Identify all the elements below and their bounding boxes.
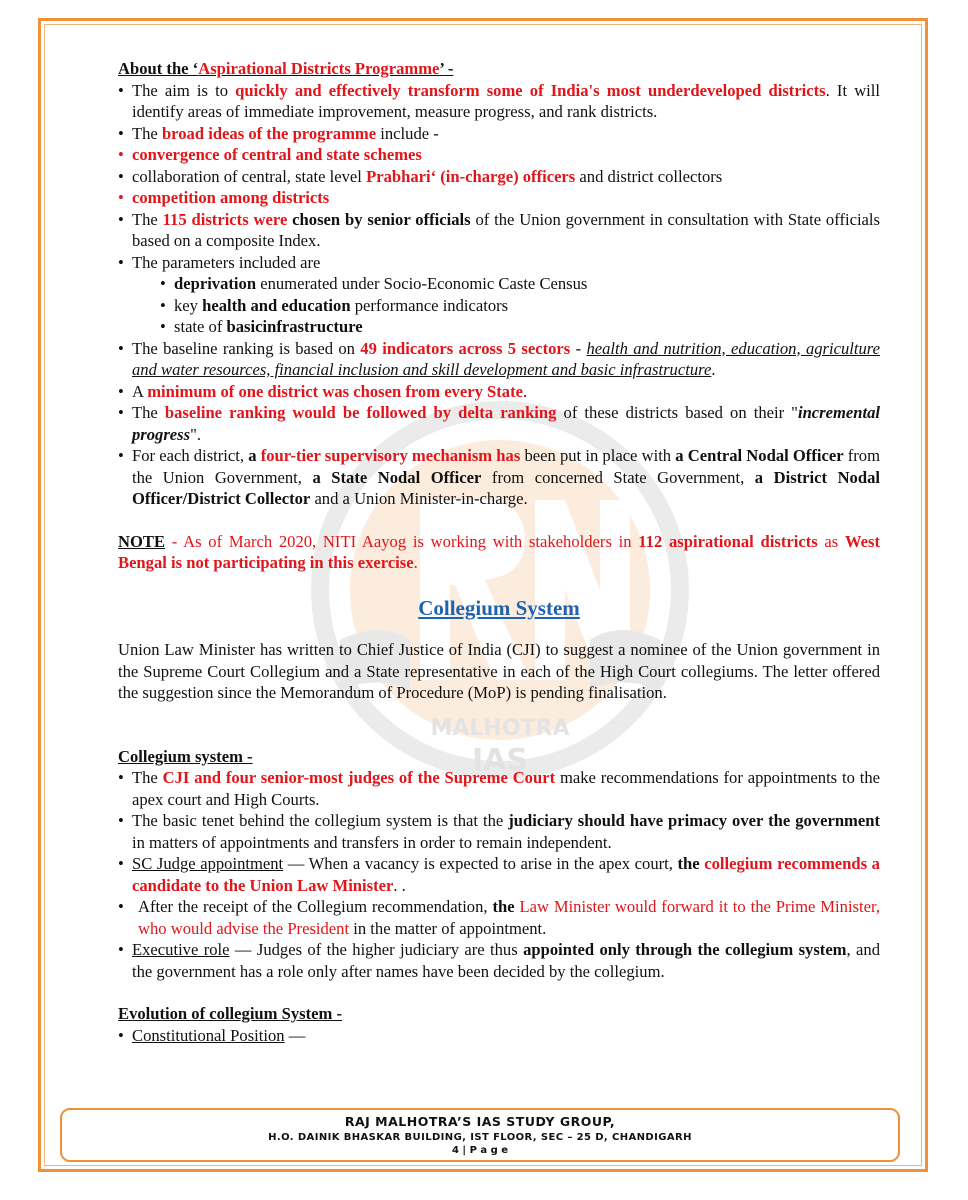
page-content <box>118 58 880 1046</box>
footer-address: H.O. DAINIK BHASKAR BUILDING, IST FLOOR, SEC – 25 D, CHANDIGARH <box>268 1132 692 1143</box>
evolution-list <box>118 1025 880 1047</box>
list-item: • collaboration of central, state level Prabhari‘ (in-charge) officers and district collectors <box>118 166 880 188</box>
aspirational-list <box>118 80 880 510</box>
collegium-title: Collegium System <box>418 595 580 620</box>
collegium-heading: Collegium system - <box>118 746 253 766</box>
list-item: • The aim is to quickly and effectively transform some of India's most underdeveloped districts. It will identify areas of immediate improvement, measure progress, and rank districts. <box>118 80 880 123</box>
list-item: • After the receipt of the Collegium recommendation, the Law Minister would forward it to the Prime Minister, who would advise the President in the matter of appointment. <box>118 896 880 939</box>
list-item: • The baseline ranking is based on 49 indicators across 5 sectors - health and nutrition, education, agriculture and water resources, financial inclusion and skill development and basic infrastructure. <box>118 338 880 381</box>
collegium-list <box>118 767 880 982</box>
watermark-top-text: MALHOTRA <box>430 716 570 741</box>
list-item: • state of basicinfrastructure <box>160 316 880 338</box>
list-item: • convergence of central and state schemes <box>118 144 880 166</box>
list-item: • Constitutional Position — <box>118 1025 880 1047</box>
list-item: • The baseline ranking would be followed by delta ranking of these districts based on their "incremental progress". <box>118 402 880 445</box>
evolution-heading: Evolution of collegium System - <box>118 1004 343 1023</box>
list-item: • The basic tenet behind the collegium system is that the judiciary should have primacy over the government in matters of appointments and transfers in order to remain independent. <box>118 810 880 853</box>
list-item: • The broad ideas of the programme include - <box>118 123 880 145</box>
parameters-sublist <box>160 273 880 338</box>
list-item: • The CJI and four senior-most judges of the Supreme Court make recommendations for appointments to the apex court and High Courts. <box>118 767 880 810</box>
list-item: • A minimum of one district was chosen from every State. <box>118 381 880 403</box>
footer-org-name: RAJ MALHOTRA’S IAS STUDY GROUP, <box>344 1114 616 1129</box>
list-item: • SC Judge appointment — When a vacancy is expected to arise in the apex court, the collegium recommends a candidate to the Union Law Minister. . <box>118 853 880 896</box>
list-item: • competition among districts <box>118 187 880 209</box>
list-item: • deprivation enumerated under Socio-Economic Caste Census <box>160 273 880 295</box>
page-footer <box>60 1108 900 1162</box>
list-item: • The parameters included are • deprivation enumerated under Socio-Economic Caste Census • key health and education performance indicators • state of basicinfrastructure <box>118 252 880 338</box>
note-paragraph: NOTE - As of March 2020, NITI Aayog is working with stakeholders in 112 aspirational districts as West Bengal is not participating in this exercise. <box>118 531 880 572</box>
collegium-intro: Union Law Minister has written to Chief Justice of India (CJI) to suggest a nominee of the Union government in the Supreme Court Collegium and a State representative in each of the High Court collegiums. The letter offered the suggestion since the Memorandum of Procedure (MoP) is pending finalisation. <box>118 640 880 702</box>
list-item: • For each district, a four-tier supervisory mechanism has been put in place with a Central Nodal Officer from the Union Government, a State Nodal Officer from concerned State Government, a District Nodal Officer/District Collector and a Union Minister-in-charge. <box>118 445 880 510</box>
list-item: • Executive role — Judges of the higher judiciary are thus appointed only through the collegium system, and the government has a role only after names have been decided by the collegium. <box>118 939 880 982</box>
list-item: • key health and education performance indicators <box>160 295 880 317</box>
aspirational-heading: About the ‘Aspirational Districts Programme’ - <box>118 59 454 78</box>
watermark-bottom-text: IAS <box>472 743 528 778</box>
footer-page-number: 4 | P a g e <box>451 1145 509 1156</box>
list-item: • The 115 districts were chosen by senior officials of the Union government in consultation with State officials based on a composite Index. <box>118 209 880 252</box>
